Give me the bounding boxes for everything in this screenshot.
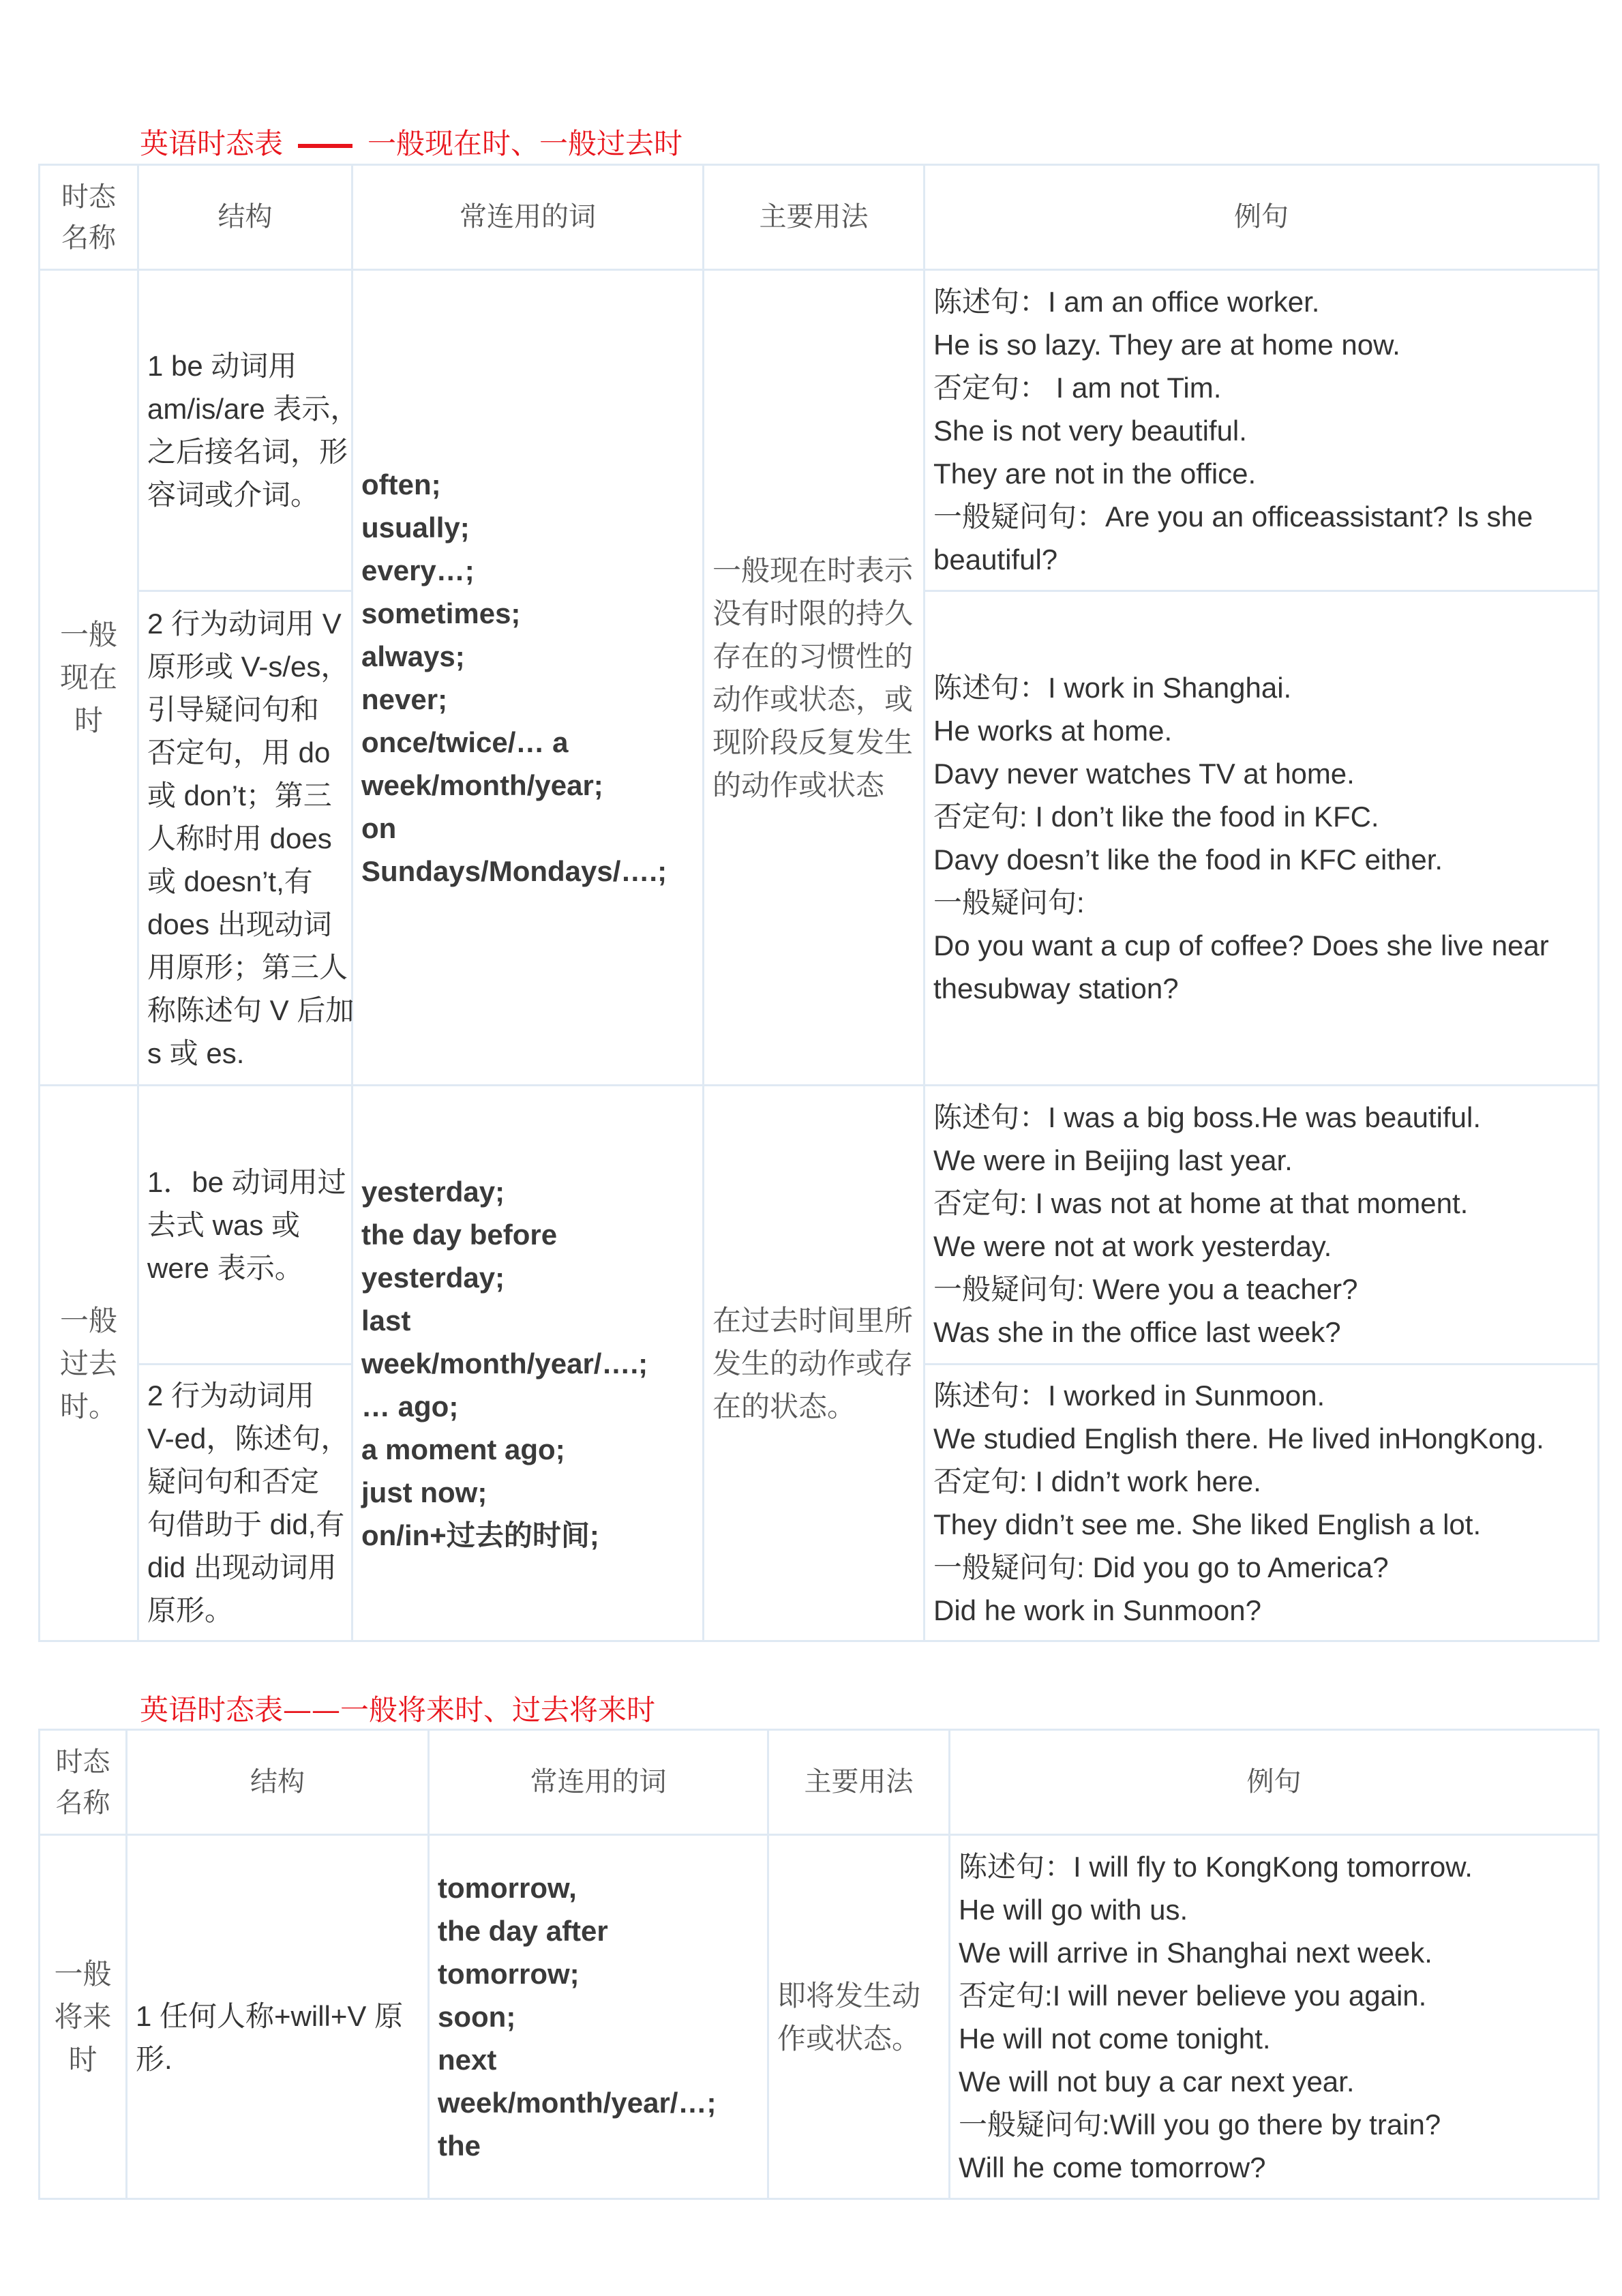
text-line: Do you want a cup of coffee? Does she live near (933, 929, 1549, 961)
text-line: 一般疑问句: Did you go to America? (933, 1551, 1389, 1583)
text-line: They are not in the office. (933, 457, 1257, 490)
text-line: soon; (438, 2001, 516, 2033)
text-line: He works at home. (933, 715, 1173, 747)
text-line: 在的状态。 (712, 1389, 856, 1423)
header-words: 常连用的词 (429, 1730, 768, 1835)
table-row (40, 1086, 1599, 1365)
tense-name (40, 1835, 127, 2199)
text-line: He is so lazy. They are at home now. (933, 328, 1400, 361)
words-cell (352, 1086, 704, 1641)
text-line: week/month/year; (361, 769, 603, 801)
text-line: 一般疑问句:Will you go there by train? (959, 2108, 1441, 2141)
header-examples: 例句 (925, 165, 1599, 270)
text-line: 去式 was 或 (147, 1208, 301, 1241)
text-line: 2 行为动词用 (147, 1379, 315, 1412)
examples-cell (925, 591, 1599, 1086)
text-line: 句借助于 did,有 (147, 1508, 345, 1540)
text-line: 否定句:I will never believe you again. (959, 1979, 1427, 2012)
text-line: 陈述句：I will fly to KongKong tomorrow. (959, 1850, 1473, 1883)
text-line: were 表示。 (147, 1251, 303, 1284)
text-line: 人称时用 does (147, 822, 332, 854)
text-line: next (438, 2044, 497, 2076)
text-line: 陈述句：I was a big boss.He was beautiful. (933, 1101, 1482, 1133)
text-line: V-ed，陈述句， (147, 1422, 350, 1455)
text-line: the day after (438, 1915, 608, 1947)
text-line: does 出现动词 (147, 908, 332, 940)
text-line: 的动作或状态 (712, 768, 885, 802)
header-text: 时态名称 (55, 1746, 110, 1819)
text-line: 否定句，用 do (147, 736, 331, 769)
header-row (40, 165, 1599, 270)
text-line: 陈述句：I worked in Sunmoon. (933, 1379, 1325, 1412)
usage-cell (704, 270, 925, 1086)
title-left: 英语时态表 (140, 127, 284, 160)
text-line: 一般 (54, 1957, 112, 1991)
words-cell (352, 270, 704, 1086)
header-text: 时态名称 (61, 181, 116, 254)
header-examples: 例句 (950, 1730, 1599, 1835)
text-line: 原形或 V-s/es， (147, 650, 350, 683)
text-line: 一般疑问句：Are you an officeassistant? Is she (933, 500, 1533, 533)
table-row (40, 1835, 1599, 2199)
text-line: sometimes; (361, 597, 521, 629)
text-line: 一般 (59, 618, 117, 651)
text-line: 称陈述句 V 后加 (147, 994, 355, 1026)
text-line: on (361, 811, 397, 844)
text-line: … ago; (361, 1390, 459, 1422)
text-line: 引导疑问句和 (147, 693, 320, 726)
text-line: 即将发生动 (777, 1978, 921, 2012)
text-line: We were in Beijing last year. (933, 1144, 1293, 1176)
text-line: 1．be 动词用过 (147, 1165, 346, 1198)
text-line: 之后接名词，形 (147, 436, 348, 468)
table1-title (140, 121, 682, 162)
text-line: 否定句: I was not at home at that moment. (933, 1187, 1469, 1219)
text-line: 形. (136, 2042, 172, 2075)
text-line: Sundays/Mondays/….; (361, 854, 667, 887)
tense-name (40, 270, 138, 1086)
table-row (40, 270, 1599, 591)
text-line: We studied English there. He lived inHongKong. (933, 1422, 1544, 1455)
text-line: 疑问句和否定 (147, 1465, 320, 1497)
structure-cell (138, 1365, 352, 1641)
text-line: Was she in the office last week? (933, 1316, 1341, 1348)
text-line: always; (361, 640, 465, 672)
table2-title: 英语时态表——一般将来时、过去将来时 (140, 1693, 656, 1727)
header-tense (40, 165, 138, 270)
text-line: 陈述句：I am an office worker. (933, 285, 1320, 318)
text-line: last (361, 1304, 411, 1337)
structure-cell (127, 1835, 429, 2199)
text-line: usually; (361, 511, 470, 543)
text-line: They didn’t see me. She liked English a lot. (933, 1508, 1482, 1540)
text-line: week/month/year/…; (438, 2087, 717, 2119)
text-line: 没有时限的持久 (712, 596, 914, 630)
text-line: yesterday; (361, 1261, 505, 1294)
text-line: 一般 (59, 1303, 117, 1337)
text-line: a moment ago; (361, 1433, 565, 1465)
text-line: She is not very beautiful. (933, 414, 1247, 447)
text-line: 一般疑问句: (933, 886, 1085, 919)
text-line: He will go with us. (959, 1893, 1188, 1926)
text-line: beautiful? (933, 543, 1058, 576)
text-line: 或 don’t；第三 (147, 779, 332, 811)
text-line: just now; (361, 1476, 487, 1508)
text-line: We will arrive in Shanghai next week. (959, 1936, 1432, 1969)
text-line: 一般疑问句: Were you a teacher? (933, 1273, 1358, 1305)
text-line: 2 行为动词用 V (147, 607, 342, 640)
text-line: 1 be 动词用 (147, 350, 297, 382)
text-line: week/month/year/….; (361, 1347, 648, 1380)
text-line: did 出现动词用 (147, 1551, 337, 1583)
text-line: 容词或介词。 (147, 479, 320, 511)
header-structure: 结构 (138, 165, 352, 270)
examples-cell (925, 270, 1599, 591)
text-line: 将来 (54, 2000, 112, 2033)
examples-cell (925, 1086, 1599, 1365)
text-line: the (438, 2130, 481, 2162)
text-line: Davy doesn’t like the food in KFC either. (933, 844, 1443, 876)
header-usage: 主要用法 (768, 1730, 950, 1835)
text-line: on/in+过去的时间; (361, 1519, 599, 1551)
tense-table-2 (38, 1729, 1600, 2200)
header-row (40, 1730, 1599, 1835)
usage-cell (704, 1086, 925, 1641)
text-line: 否定句： I am not Tim. (933, 371, 1222, 404)
text-line: 或 doesn’t,有 (147, 865, 313, 897)
text-line: 动作或状态，或 (712, 682, 914, 716)
text-line: He will not come tonight. (959, 2022, 1271, 2055)
header-words: 常连用的词 (352, 165, 704, 270)
text-line: 否定句: I don’t like the food in KFC. (933, 801, 1379, 833)
text-line: 时 (68, 2043, 97, 2076)
words-cell (429, 1835, 768, 2199)
text-line: Did he work in Sunmoon? (933, 1594, 1261, 1626)
header-usage: 主要用法 (704, 165, 925, 270)
text-line: Will he come tomorrow? (959, 2151, 1266, 2183)
text-line: once/twice/… a (361, 726, 569, 758)
text-line: 否定句: I didn’t work here. (933, 1465, 1261, 1497)
text-line: 在过去时间里所 (712, 1303, 914, 1337)
text-line: yesterday; (361, 1175, 505, 1208)
text-line: 原形。 (147, 1594, 234, 1626)
header-structure: 结构 (127, 1730, 429, 1835)
examples-cell (950, 1835, 1599, 2199)
title-right: 一般现在时、一般过去时 (367, 127, 683, 160)
text-line: tomorrow, (438, 1872, 577, 1904)
text-line: Davy never watches TV at home. (933, 758, 1355, 790)
text-line: We were not at work yesterday. (933, 1230, 1332, 1262)
structure-cell (138, 591, 355, 1086)
text-line: tomorrow; (438, 1958, 580, 1990)
text-line: We will not buy a car next year. (959, 2065, 1355, 2098)
examples-cell (925, 1365, 1599, 1641)
text-line: 陈述句：I work in Shanghai. (933, 672, 1292, 704)
text-line: 时。 (59, 1389, 117, 1423)
text-line: 现在 (59, 661, 117, 694)
text-line: 用原形；第三人 (147, 951, 348, 983)
text-line: 发生的动作或存 (712, 1346, 914, 1380)
text-line: s 或 es. (147, 1037, 245, 1069)
tense-name (40, 1086, 138, 1641)
text-line: thesubway station? (933, 972, 1179, 1004)
usage-cell (768, 1835, 950, 2199)
structure-cell (138, 270, 359, 591)
text-line: never; (361, 683, 448, 715)
text-line: 作或状态。 (777, 2021, 921, 2055)
text-line: 时 (74, 704, 103, 737)
text-line: am/is/are 表示， (147, 393, 359, 425)
text-line: 过去 (59, 1346, 117, 1380)
text-line: 一般现在时表示 (712, 553, 914, 587)
text-line: 现阶段反复发生 (712, 725, 914, 759)
title-dash (298, 144, 352, 148)
text-line: every…; (361, 554, 475, 586)
text-line: the day before (361, 1218, 558, 1251)
header-tense (40, 1730, 127, 1835)
text-line: 存在的习惯性的 (712, 639, 914, 673)
structure-cell (138, 1086, 352, 1365)
text-line: 1 任何人称+will+V 原 (136, 1999, 404, 2032)
tense-table-1 (38, 164, 1600, 1642)
text-line: often; (361, 468, 441, 501)
